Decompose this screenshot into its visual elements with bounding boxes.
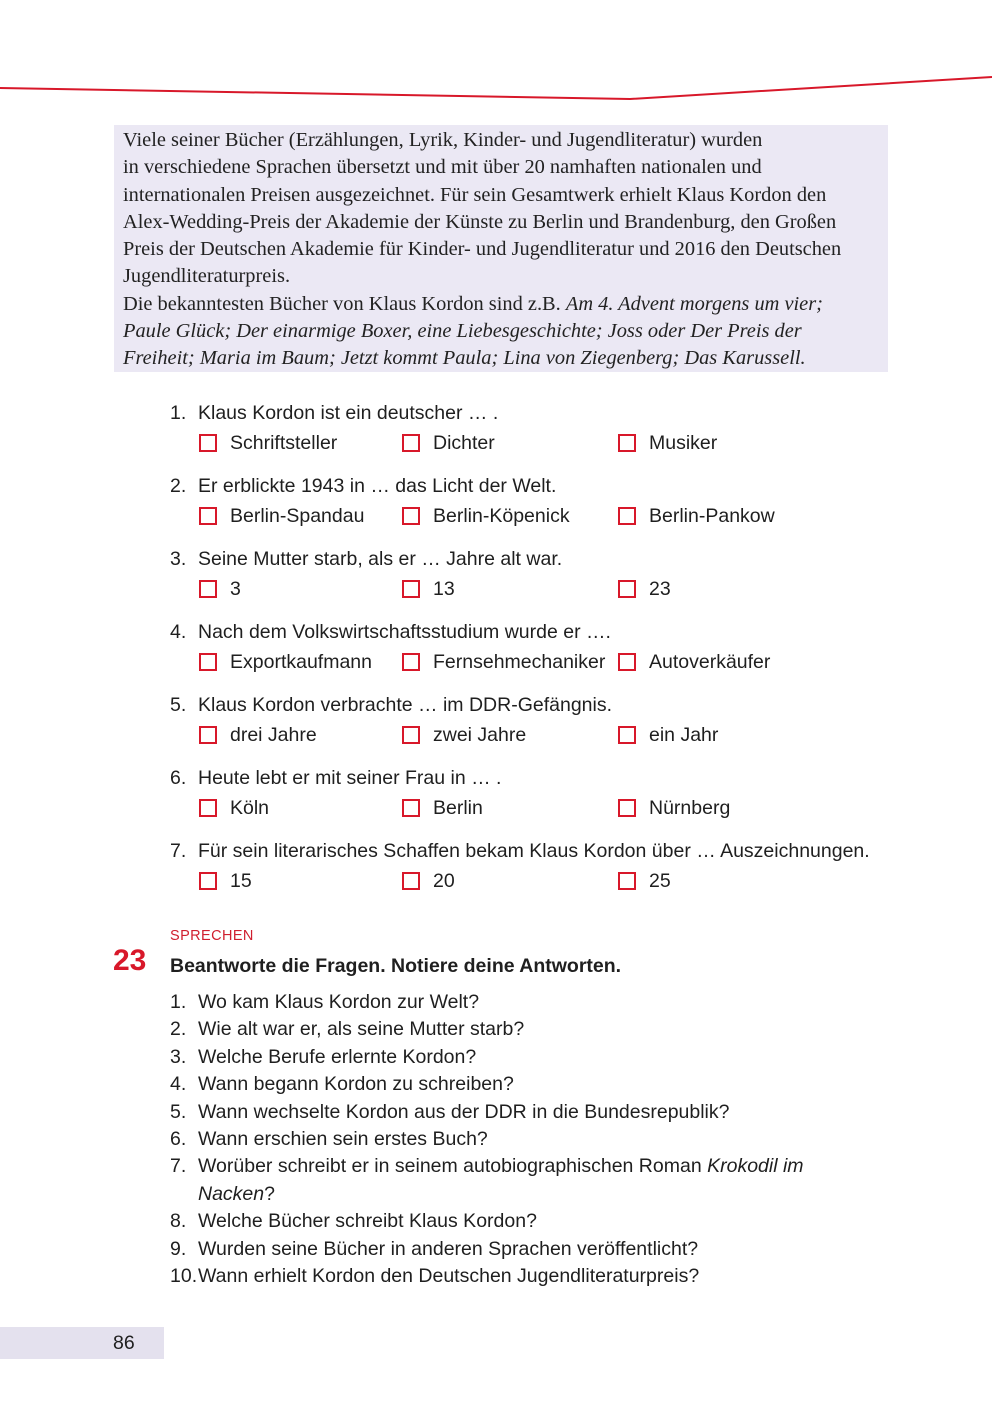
- question-text: Klaus Kordon verbrachte … im DDR-Gefängnis.: [198, 694, 613, 716]
- checkbox[interactable]: [618, 653, 636, 671]
- checkbox[interactable]: [199, 653, 217, 671]
- book-titles: Am 4. Advent morgens um vier;: [565, 292, 823, 315]
- quiz-question: [170, 472, 910, 545]
- item-number: 8.: [170, 1210, 187, 1233]
- question-number: 2.: [170, 475, 187, 497]
- answer-option[interactable]: [199, 794, 269, 822]
- question-text: Für sein literarisches Schaffen bekam Klaus Kordon über … Auszeichnungen.: [198, 840, 870, 862]
- list-item: [170, 1071, 910, 1098]
- checkbox[interactable]: [402, 653, 420, 671]
- answer-option[interactable]: [402, 648, 605, 676]
- answer-option[interactable]: [199, 502, 364, 530]
- question-text: Nach dem Volkswirtschaftsstudium wurde er ….: [198, 621, 611, 643]
- item-number: 1.: [170, 991, 187, 1013]
- option-label: 25: [649, 870, 671, 892]
- list-item: [170, 1044, 910, 1071]
- item-number: 6.: [170, 1128, 187, 1151]
- item-number: 10.: [170, 1265, 198, 1288]
- option-label: 23: [649, 578, 671, 600]
- option-label: Exportkaufmann: [230, 651, 372, 673]
- answer-option[interactable]: [402, 721, 526, 749]
- list-item: [170, 1126, 910, 1153]
- novel-title: Krokodil im: [707, 1155, 804, 1178]
- quiz-question: [170, 691, 910, 764]
- checkbox[interactable]: [402, 580, 420, 598]
- item-text: Wurden seine Bücher in anderen Sprachen veröffentlicht?: [198, 1237, 699, 1260]
- item-text: Wann erschien sein erstes Buch?: [198, 1128, 488, 1151]
- question-number: 4.: [170, 621, 187, 643]
- checkbox[interactable]: [618, 799, 636, 817]
- quiz-question: [170, 618, 910, 691]
- item-number: 4.: [170, 1073, 187, 1096]
- books-line: [123, 291, 878, 318]
- item-text: Wann begann Kordon zu schreiben?: [198, 1073, 514, 1096]
- checkbox[interactable]: [199, 434, 217, 452]
- checkbox[interactable]: [199, 726, 217, 744]
- option-label: Musiker: [649, 432, 718, 454]
- multiple-choice-quiz: [170, 399, 910, 910]
- answer-option[interactable]: [402, 794, 483, 822]
- question-number: 5.: [170, 694, 187, 716]
- item-text: Wie alt war er, als seine Mutter starb?: [198, 1018, 525, 1041]
- quiz-question: [170, 545, 910, 618]
- list-item: [170, 1099, 910, 1126]
- books-intro: Die bekanntesten Bücher von Klaus Kordon sind z.B.: [123, 292, 561, 315]
- checkbox[interactable]: [199, 580, 217, 598]
- question-text: Er erblickte 1943 in … das Licht der Welt.: [198, 475, 557, 497]
- question-text: Seine Mutter starb, als er … Jahre alt war.: [198, 548, 563, 570]
- answer-option[interactable]: [402, 575, 455, 603]
- checkbox[interactable]: [618, 434, 636, 452]
- answer-option[interactable]: [402, 429, 495, 457]
- item-number: 7.: [170, 1155, 187, 1178]
- checkbox[interactable]: [618, 580, 636, 598]
- answer-option[interactable]: [199, 575, 241, 603]
- reading-line: Alex-Wedding-Preis der Akademie der Künste zu Berlin und Brandenburg, den Großen: [123, 210, 837, 233]
- question-list: [170, 989, 910, 1290]
- question-text: Klaus Kordon ist ein deutscher … .: [198, 402, 499, 424]
- option-label: 15: [230, 870, 252, 892]
- list-item: [170, 1263, 910, 1290]
- question-number: 1.: [170, 402, 187, 424]
- checkbox[interactable]: [199, 799, 217, 817]
- exercise-number: 23: [113, 944, 147, 977]
- checkbox[interactable]: [199, 872, 217, 890]
- option-label: 20: [433, 870, 455, 892]
- answer-option[interactable]: [199, 721, 317, 749]
- item-text: ?: [264, 1182, 275, 1205]
- quiz-question: [170, 764, 910, 837]
- checkbox[interactable]: [402, 726, 420, 744]
- reading-line: Jugendliteraturpreis.: [123, 265, 291, 288]
- answer-option[interactable]: [618, 721, 718, 749]
- list-item: [170, 1016, 910, 1043]
- option-label: Nürnberg: [649, 797, 731, 819]
- option-label: Autoverkäufer: [649, 651, 771, 673]
- top-divider-line: [0, 0, 992, 110]
- exercise-title: Beantworte die Fragen. Notiere deine Antworten.: [170, 955, 622, 977]
- list-item: [170, 1153, 910, 1208]
- reading-text-box: [114, 125, 888, 372]
- item-number: 3.: [170, 1045, 187, 1068]
- answer-option[interactable]: [199, 867, 252, 895]
- option-label: Berlin: [433, 797, 483, 819]
- item-number: 9.: [170, 1237, 187, 1260]
- list-item: [170, 989, 910, 1016]
- option-label: 13: [433, 578, 455, 600]
- reading-line: internationalen Preisen ausgezeichnet. Für sein Gesamtwerk erhielt Klaus Kordon den: [123, 183, 827, 206]
- option-label: Dichter: [433, 432, 495, 454]
- checkbox[interactable]: [402, 799, 420, 817]
- answer-option[interactable]: [199, 648, 372, 676]
- item-text: Wann wechselte Kordon aus der DDR in die Bundesrepublik?: [198, 1100, 730, 1123]
- answer-option[interactable]: [618, 429, 717, 457]
- list-item: [170, 1236, 910, 1263]
- option-label: Berlin-Spandau: [230, 505, 365, 527]
- checkbox[interactable]: [618, 507, 636, 525]
- novel-title: Nacken: [198, 1182, 265, 1205]
- checkbox[interactable]: [199, 507, 217, 525]
- exercise-label: SPRECHEN: [170, 928, 254, 944]
- checkbox[interactable]: [402, 872, 420, 890]
- book-titles: Paule Glück; Der einarmige Boxer, eine Liebesgeschichte; Joss oder Der Preis der: [123, 320, 802, 343]
- answer-option[interactable]: [618, 575, 671, 603]
- question-number: 3.: [170, 548, 187, 570]
- answer-option[interactable]: [402, 867, 455, 895]
- answer-option[interactable]: [618, 867, 671, 895]
- item-text: Wo kam Klaus Kordon zur Welt?: [198, 991, 480, 1013]
- question-text: Heute lebt er mit seiner Frau in … .: [198, 767, 502, 789]
- reading-line: Viele seiner Bücher (Erzählungen, Lyrik, Kinder- und Jugendliteratur) wurden: [123, 129, 763, 151]
- books-line: [123, 318, 878, 345]
- item-text: Welche Berufe erlernte Kordon?: [198, 1045, 477, 1068]
- item-text: Wann erhielt Kordon den Deutschen Jugendliteraturpreis?: [198, 1265, 700, 1288]
- answer-option[interactable]: [618, 502, 775, 530]
- item-text: Welche Bücher schreibt Klaus Kordon?: [198, 1210, 537, 1233]
- list-item: [170, 1208, 910, 1235]
- item-number: 5.: [170, 1100, 187, 1123]
- checkbox[interactable]: [618, 872, 636, 890]
- checkbox[interactable]: [402, 507, 420, 525]
- option-label: zwei Jahre: [433, 724, 527, 746]
- option-label: 3: [230, 578, 241, 600]
- answer-option[interactable]: [402, 502, 570, 530]
- book-titles: Freiheit; Maria im Baum; Jetzt kommt Paula; Lina von Ziegenberg; Das Karussell.: [123, 347, 806, 370]
- quiz-question: [170, 399, 910, 472]
- reading-line: in verschiedene Sprachen übersetzt und mit über 20 namhaften nationalen und: [123, 156, 762, 179]
- reading-line: Preis der Deutschen Akademie für Kinder- und Jugendliteratur und 2016 den Deutschen: [123, 238, 842, 261]
- checkbox[interactable]: [618, 726, 636, 744]
- option-label: Köln: [230, 797, 270, 819]
- books-line: [123, 345, 878, 372]
- option-label: Berlin-Pankow: [649, 505, 775, 527]
- option-label: ein Jahr: [649, 724, 719, 746]
- page-number: 86: [113, 1332, 135, 1354]
- question-number: 7.: [170, 840, 187, 862]
- option-label: Schriftsteller: [230, 432, 338, 454]
- answer-option[interactable]: [618, 648, 770, 676]
- item-number: 2.: [170, 1018, 187, 1041]
- checkbox[interactable]: [402, 434, 420, 452]
- answer-option[interactable]: [199, 429, 337, 457]
- quiz-question: [170, 837, 910, 910]
- option-label: drei Jahre: [230, 724, 317, 746]
- option-label: Fernsehmechaniker: [433, 651, 606, 673]
- item-text: Worüber schreibt er in seinem autobiographischen Roman: [198, 1155, 702, 1178]
- question-number: 6.: [170, 767, 187, 789]
- option-label: Berlin-Köpenick: [433, 505, 570, 527]
- answer-option[interactable]: [618, 794, 730, 822]
- page-number-tab: [0, 1327, 164, 1359]
